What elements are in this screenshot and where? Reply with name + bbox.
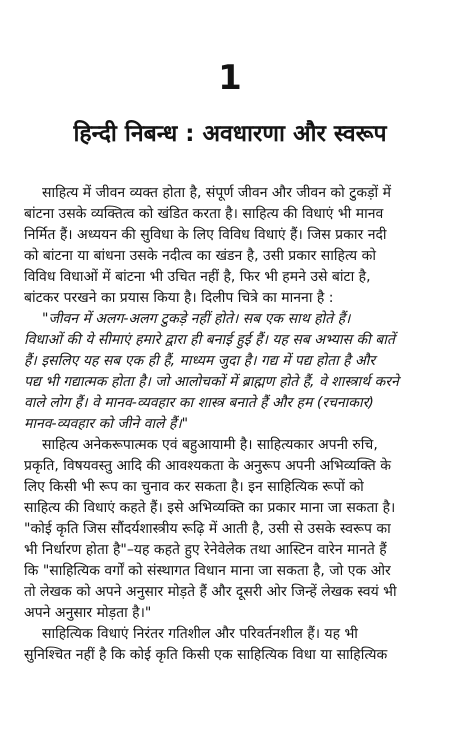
quote-line: वाले लोग हैं। वे मानव-व्यवहार का शास्त्र बनाते हैं और हम (रचनाकार) [24,395,374,411]
paragraph-3-line: सुनिश्चित नहीं है कि कोई कृति किसी एक साहित्यिक विधा या साहित्यिक [24,647,388,663]
chapter-body [24,183,444,666]
paragraph-2-line: "कोई कृति जिस सौंदर्यशास्त्रीय रूढ़ि में आती है, उसी से उसके स्वरूप का [24,521,391,537]
paragraph-1-line: बांटकर परखने का प्रयास किया है। दिलीप चित्रे का मानना है : [24,290,334,306]
paragraph-1-line: साहित्य में जीवन व्यक्त होता है, संपूर्ण जीवन और जीवन को टुकड़ों में [42,185,392,201]
paragraph-2-line: लिए किसी भी रूप का चुनाव कर सकता है। इन साहित्यिक रूपों को [24,479,364,495]
paragraph-2-line: अपने अनुसार मोड़ता है।" [24,605,152,621]
paragraph-2-line: भी निर्धारण होता है"–यह कहते हुए रेनेवेलेक तथा आस्टिन वारेन मानते हैं [24,542,387,558]
chapter-title: हिन्दी निबन्ध : अवधारणा और स्वरूप [73,121,387,147]
quote-line: "जीवन में अलग-अलग टुकड़े नहीं होते। सब एक साथ होते हैं। [42,311,351,327]
paragraph-2-line: कि "साहित्यिक वर्गों को संस्थागत विधान माना जा सकता है, जो एक ओर [24,563,391,579]
quote-line: विधाओं की ये सीमाएं हमारे द्वारा ही बनाई हुई हैं। यह सब अभ्यास की बातें [24,332,395,348]
paragraph-2-line: प्रकृति, विषयवस्तु आदि की आवश्यकता के अनुरूप अपनी अभिव्यक्ति के [24,458,391,474]
paragraph-3-line: साहित्यिक विधाएं निरंतर गतिशील और परिवर्तनशील हैं। यह भी [42,626,358,642]
paragraph-2-line: साहित्य अनेकरूपात्मक एवं बहुआयामी है। साहित्यकार अपनी रुचि, [42,437,378,453]
paragraph-1-line: निर्मित हैं। अध्ययन की सुविधा के लिए विविध विधाएं हैं। जिस प्रकार नदी [24,227,387,243]
paragraph-1-line: विविध विधाओं में बांटना भी उचित नहीं है, फिर भी हमने उसे बांटा है, [24,269,371,285]
paragraph-2-line: तो लेखक को अपने अनुसार मोड़ते हैं और दूसरी ओर जिन्हें लेखक स्वयं भी [24,584,397,600]
chapter-number: 1 [218,58,242,98]
paragraph-1-line: बांटना उसके व्यक्तित्व को खंडित करता है। साहित्य की विधाएं भी मानव [24,206,384,222]
quote-line: हैं। इसलिए यह सब एक ही हैं, माध्यम जुदा है। गद्य में पद्य होता है और [24,353,376,369]
paragraph-1-line: को बांटना या बांधना उसके नदीत्व का खंडन है, उसी प्रकार साहित्य को [24,248,376,264]
quote-line: मानव-व्यवहार को जीने वाले हैं।" [24,416,189,432]
quote-line: पद्य भी गद्यात्मक होता है। जो आलोचकों में ब्राह्मण होते हैं, वे शास्त्रार्थ करने [24,374,399,390]
paragraph-2-line: साहित्य की विधाएं कहते हैं। इसे अभिव्यक्ति का प्रकार माना जा सकता है। [24,500,396,516]
